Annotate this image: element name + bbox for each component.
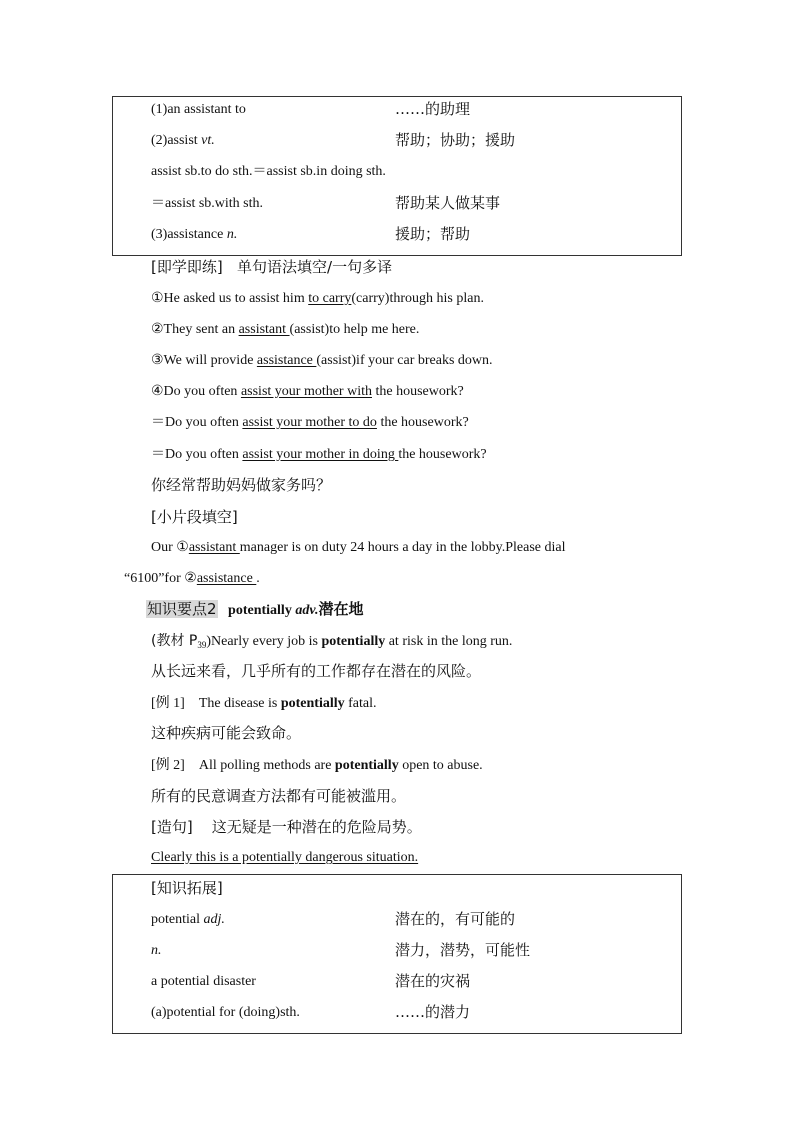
box2-row-4-en: (a)potential for (doing)sth. [151,1005,300,1020]
box1-row-1-zh: ……的助理 [395,100,471,118]
box2-heading: [知识拓展] [151,879,223,897]
textbook-sentence: (教材 $P_{39})Nearly$ every job is potentially at risk in the long run. [151,633,513,650]
example-1-translation: 这种疾病可能会致命。 [151,724,302,742]
box1-row-2-zh: 帮助；协助；援助 [395,131,516,149]
fill-line-2: “6100”for ②assistance . [124,571,260,586]
answer-blank: assist your mother in doing [242,447,399,462]
box2-row-4-zh: ……的潜力 [395,1003,471,1021]
box2-row-3-en: a potential disaster [151,974,256,989]
make-sentence-answer: Clearly this is a potentially dangerous situation. [151,850,419,865]
practice-sentence-3: ③We will provide assistance (assist)if your car breaks down. [151,353,493,368]
box2-row-1-en: potential adj. [151,912,225,927]
box1-row-3-en: assist sb.to do sth.＝assist sb.in doing sth. [151,164,386,179]
practice-sentence-2: ②They sent an assistant (assist)to help me here. [151,322,420,337]
box2-row-2-en: n. [151,943,162,958]
box1-row-4-zh: 帮助某人做某事 [395,194,501,212]
box1-row-1-en: (1)an assistant to [151,102,246,117]
example-1: [例 1] The disease is potentially fatal. [151,696,377,711]
practice-sentence-6: ＝Do you often assist your mother in doing the housework? [151,447,487,462]
practice-sentence-4: ④Do you often assist your mother with the housework? [151,384,464,399]
fill-heading: [小片段填空] [151,508,238,526]
fill-line-1: Our ①assistant manager is on duty 24 hours a day in the lobby.Please dial [151,540,566,555]
answer-blank: assist your mother with [240,384,372,399]
box1-row-4-en: ＝assist sb.with sth. [151,196,264,211]
make-sentence-prompt: [造句] 这无疑是一种潜在的危险局势。 [151,818,422,836]
example-2: [例 2] All polling methods are potentially open to abuse. [151,758,483,773]
box1-row-5-en: (3)assistance n. [151,227,238,242]
practice-sentence-1: ①He asked us to assist him to carry(carry)through his plan. [151,291,484,306]
practice-heading: [即学即练] 单句语法填空/一句多译 [151,258,393,276]
box2-row-3-zh: 潜在的灾祸 [395,972,471,990]
answer-blank: assist your mother to do [242,415,377,430]
box2-row-2-zh: 潜力，潜势，可能性 [395,941,531,959]
answer-blank: assistance [196,571,257,586]
knowledge-point-label: 知识要点2 [147,600,217,618]
box2-row-1-zh: 潜在的，有可能的 [395,910,516,928]
answer-blank: assistant [188,540,240,555]
textbook-translation: 从长远来看，几乎所有的工作都存在潜在的风险。 [151,662,482,680]
box1-row-2-en: (2)assist vt. [151,133,215,148]
knowledge-point-heading: 知识要点2 potentially adv.潜在地 [147,600,364,618]
practice-sentence-5: ＝Do you often assist your mother to do the housework? [151,415,469,430]
answer-blank: to carry [308,291,352,306]
answer-blank: assistant [238,322,290,337]
practice-chinese: 你经常帮助妈妈做家务吗？ [151,476,332,494]
answer-blank: assistance [256,353,317,368]
example-2-translation: 所有的民意调查方法都有可能被滥用。 [151,787,407,805]
box1-row-5-zh: 援助；帮助 [395,225,471,243]
